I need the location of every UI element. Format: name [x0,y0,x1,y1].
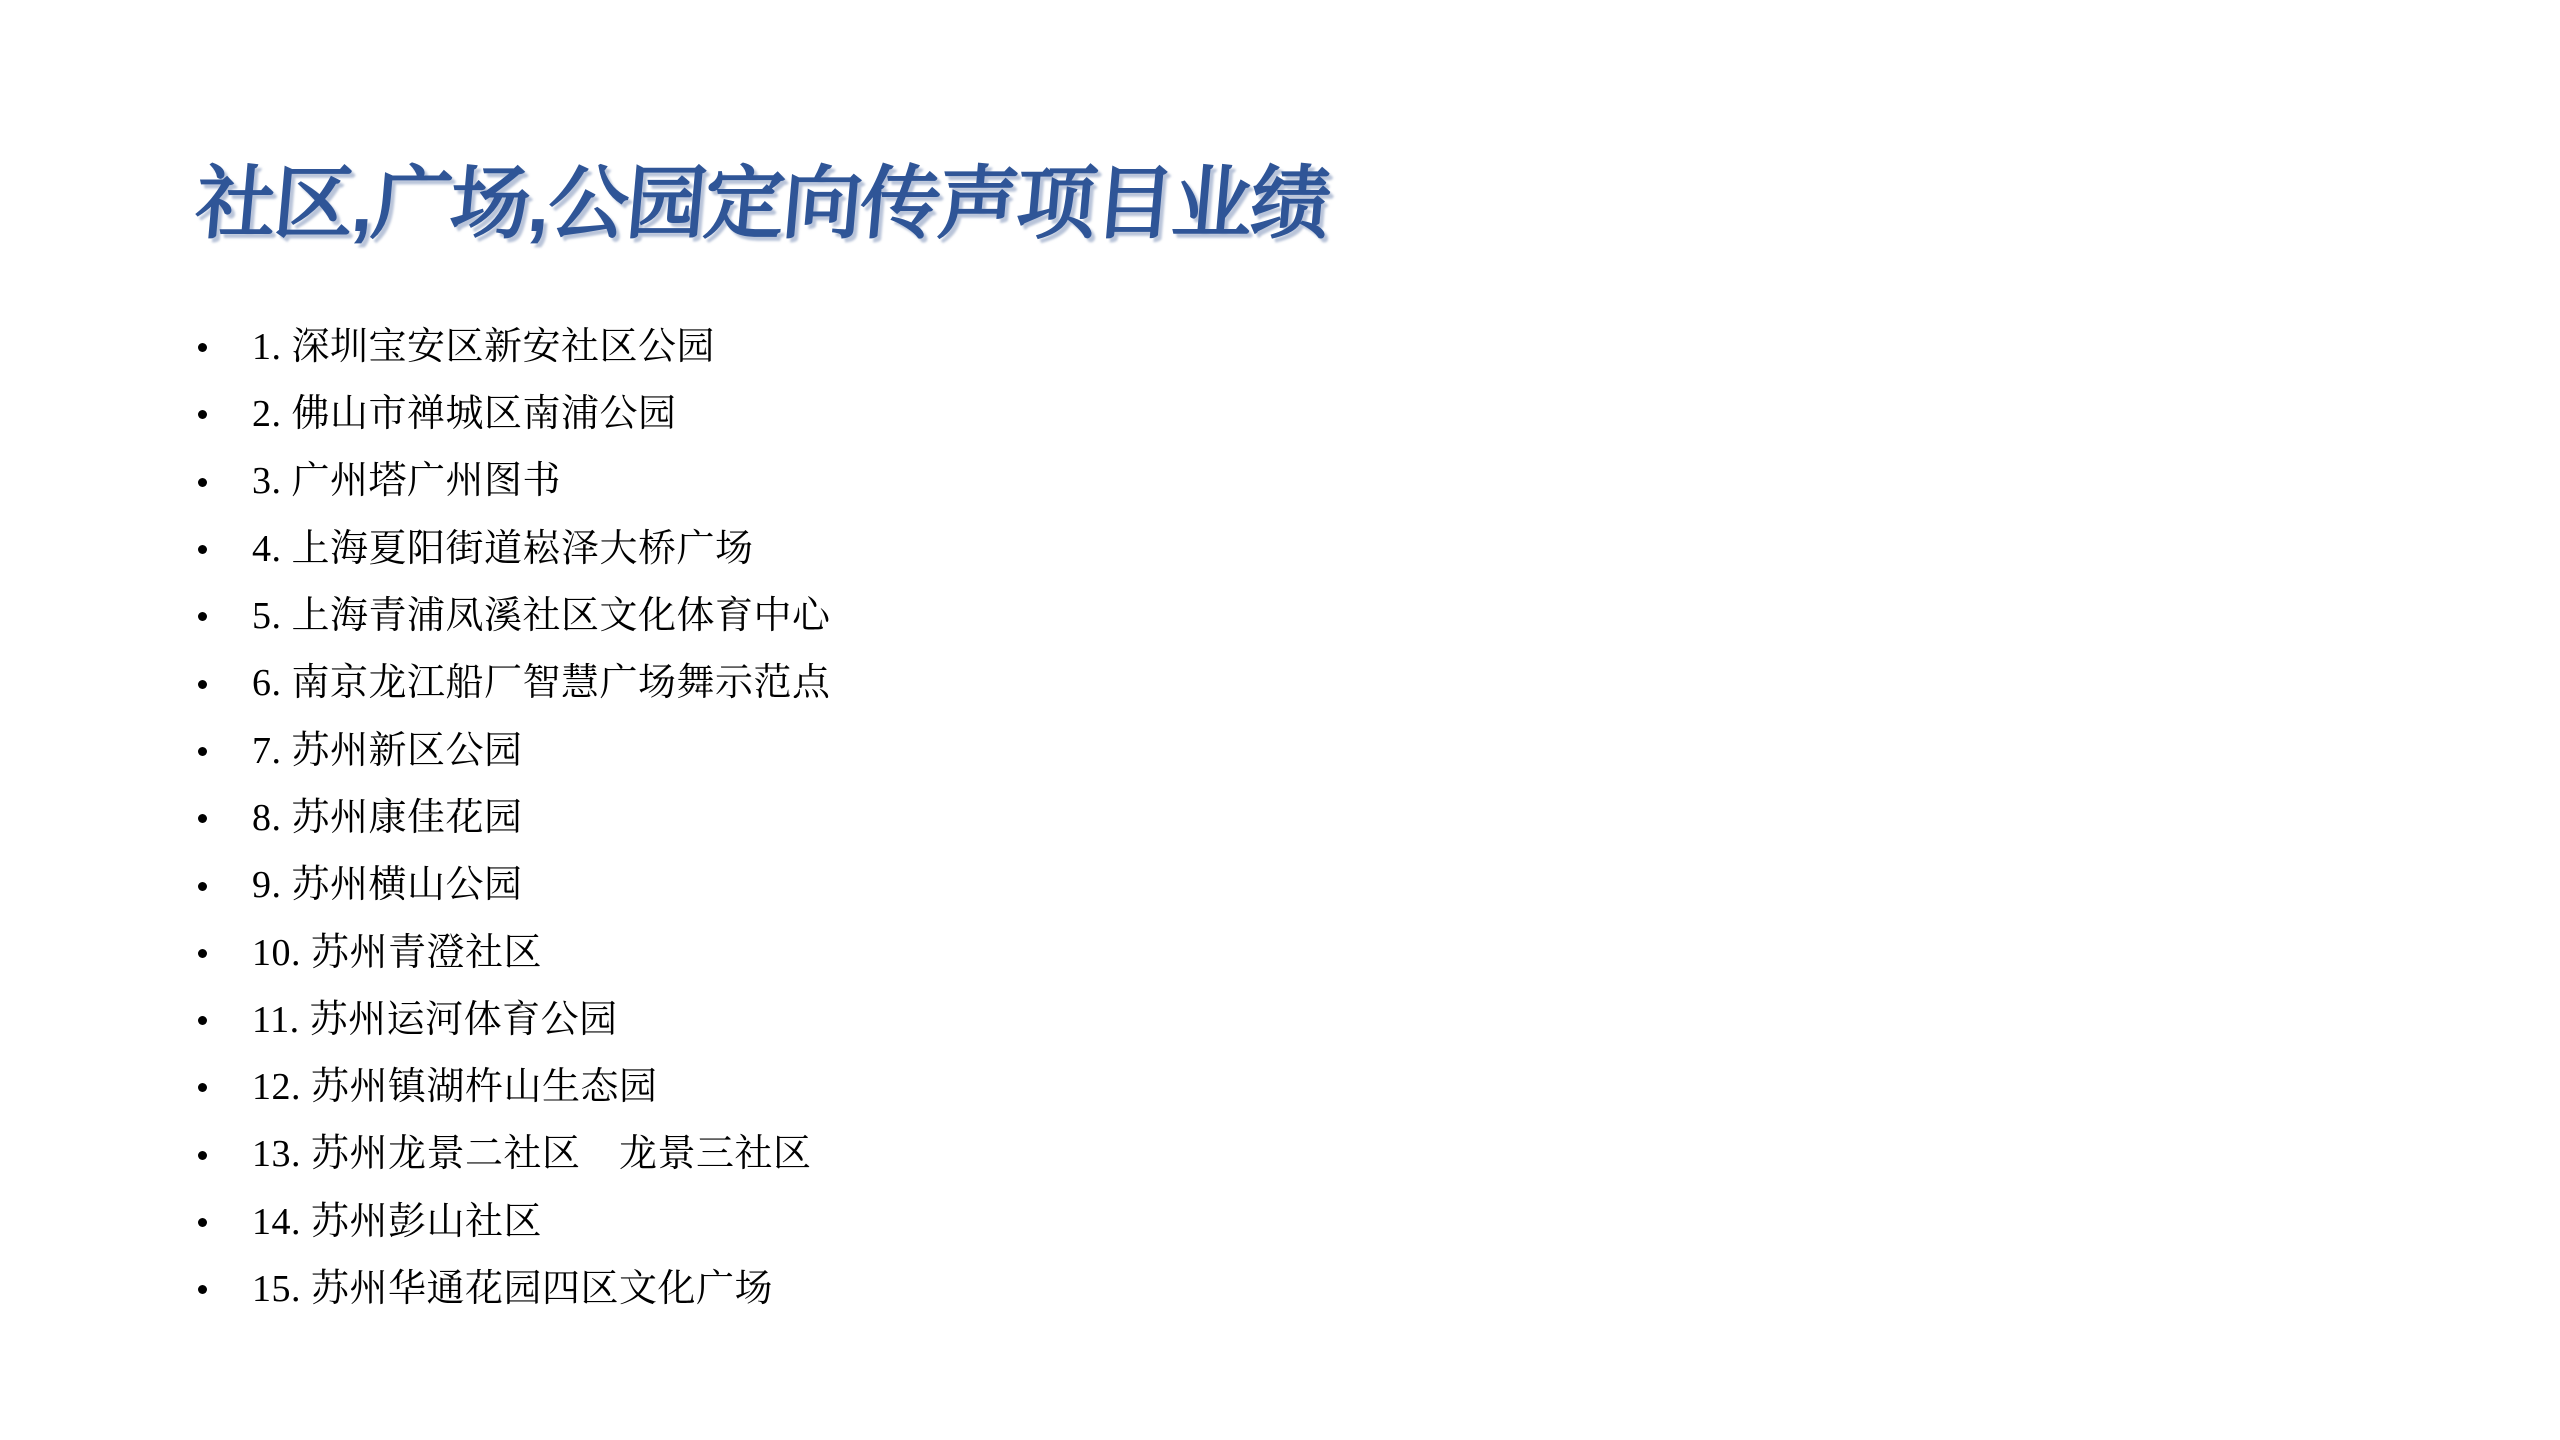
list-item [198,1256,831,1323]
bullet-icon [198,410,207,419]
project-item-label: 3. 广州塔广州图书 [252,460,562,503]
list-item [198,920,831,987]
project-item-label: 1. 深圳宝安区新安社区公园 [252,325,716,368]
project-item-label: 11. 苏州运河体育公园 [252,998,618,1041]
project-item-label: 2. 佛山市禅城区南浦公园 [252,393,677,436]
list-item [198,314,831,381]
list-item [198,718,831,785]
project-item-label: 13. 苏州龙景二社区 龙景三社区 [252,1133,812,1176]
list-item [198,1122,831,1189]
bullet-icon [198,1083,207,1092]
list-item [198,650,831,717]
bullet-icon [198,1285,207,1294]
bullet-icon [198,612,207,621]
list-item [198,516,831,583]
project-item-label: 9. 苏州横山公园 [252,864,523,907]
slide-title: 社区,广场,公园定向传声项目业绩 [192,159,1333,248]
list-item [198,381,831,448]
bullet-icon [198,1151,207,1160]
project-item-label: 4. 上海夏阳街道崧泽大桥广场 [252,527,754,570]
list-item [198,583,831,650]
bullet-icon [198,1016,207,1025]
project-item-label: 6. 南京龙江船厂智慧广场舞示范点 [252,662,831,705]
bullet-icon [198,814,207,823]
bullet-icon [198,747,207,756]
project-item-label: 10. 苏州青澄社区 [252,931,543,974]
bullet-icon [198,882,207,891]
project-item-label: 14. 苏州彭山社区 [252,1200,543,1243]
project-item-label: 7. 苏州新区公园 [252,729,523,772]
bullet-icon [198,1218,207,1227]
list-item [198,852,831,919]
bullet-icon [198,478,207,487]
list-item [198,1189,831,1256]
list-item [198,785,831,852]
project-list [198,314,831,1323]
bullet-icon [198,680,207,689]
bullet-icon [198,949,207,958]
list-item [198,1054,831,1121]
list-item [198,987,831,1054]
project-item-label: 12. 苏州镇湖杵山生态园 [252,1066,658,1109]
project-item-label: 8. 苏州康佳花园 [252,796,523,839]
bullet-icon [198,545,207,554]
bullet-icon [198,343,207,352]
project-item-label: 15. 苏州华通花园四区文化广场 [252,1268,774,1310]
list-item [198,449,831,516]
project-item-label: 5. 上海青浦凤溪社区文化体育中心 [252,595,831,638]
